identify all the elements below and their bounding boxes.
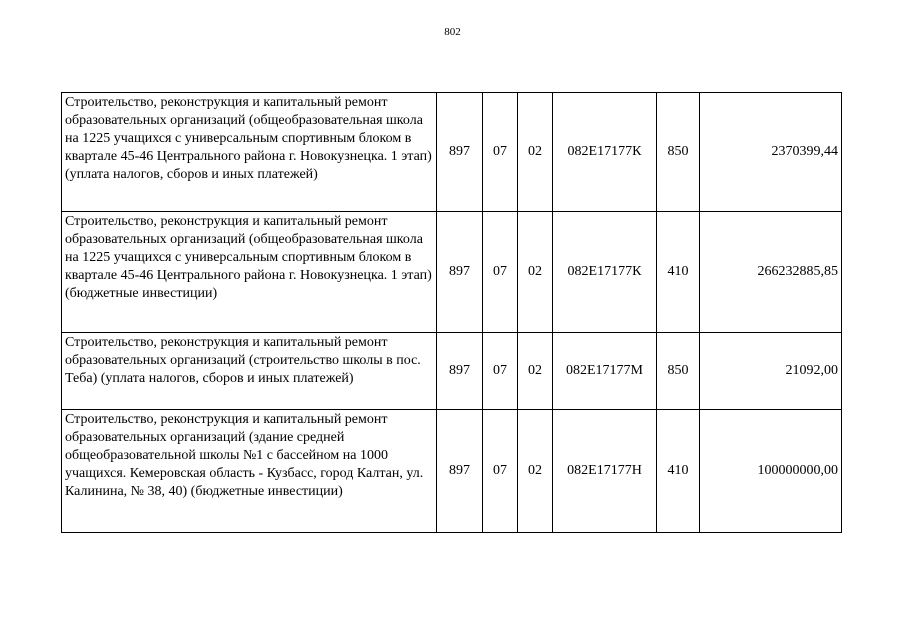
ministry-code-cell: 897 <box>437 93 483 212</box>
target-article-cell: 082E17177К <box>553 93 657 212</box>
subsection-code-cell: 02 <box>518 410 553 533</box>
table-row <box>62 410 842 533</box>
amount-cell: 2370399,44 <box>700 93 842 212</box>
ministry-code-cell: 897 <box>437 410 483 533</box>
description-cell: Строительство, реконструкция и капитальный ремонт образовательных организаций (общеобразовательная школа на 1225 учащихся с универсальным спортивным блоком в квартале 45-46 Центрального района г. Новокузнецка. 1 этап) (бюджетные инвестиции) <box>62 212 437 333</box>
expense-type-cell: 850 <box>657 333 700 410</box>
page-number: 802 <box>444 26 461 38</box>
target-article-cell: 082E17177Н <box>553 410 657 533</box>
section-code-cell: 07 <box>483 410 518 533</box>
expense-type-cell: 850 <box>657 93 700 212</box>
description-cell: Строительство, реконструкция и капитальный ремонт образовательных организаций (общеобразовательная школа на 1225 учащихся с универсальным спортивным блоком в квартале 45-46 Центрального района г. Новокузнецка. 1 этап) (уплата налогов, сборов и иных платежей) <box>62 93 437 212</box>
amount-cell: 100000000,00 <box>700 410 842 533</box>
target-article-cell: 082E17177К <box>553 212 657 333</box>
subsection-code-cell: 02 <box>518 93 553 212</box>
section-code-cell: 07 <box>483 333 518 410</box>
table-row <box>62 93 842 212</box>
section-code-cell: 07 <box>483 212 518 333</box>
expense-type-cell: 410 <box>657 212 700 333</box>
subsection-code-cell: 02 <box>518 212 553 333</box>
ministry-code-cell: 897 <box>437 333 483 410</box>
table-row <box>62 333 842 410</box>
ministry-code-cell: 897 <box>437 212 483 333</box>
table-row <box>62 212 842 333</box>
target-article-cell: 082E17177М <box>553 333 657 410</box>
amount-cell: 21092,00 <box>700 333 842 410</box>
section-code-cell: 07 <box>483 93 518 212</box>
budget-table <box>61 92 842 533</box>
description-cell: Строительство, реконструкция и капитальный ремонт образовательных организаций (строительство школы в пос. Теба) (уплата налогов, сборов и иных платежей) <box>62 333 437 410</box>
amount-cell: 266232885,85 <box>700 212 842 333</box>
subsection-code-cell: 02 <box>518 333 553 410</box>
description-cell: Строительство, реконструкция и капитальный ремонт образовательных организаций (здание средней общеобразовательной школы №1 с бассейном на 1000 учащихся. Кемеровская область - Кузбасс, город Калтан, ул. Калинина, № 38, 40) (бюджетные инвестиции) <box>62 410 437 533</box>
expense-type-cell: 410 <box>657 410 700 533</box>
